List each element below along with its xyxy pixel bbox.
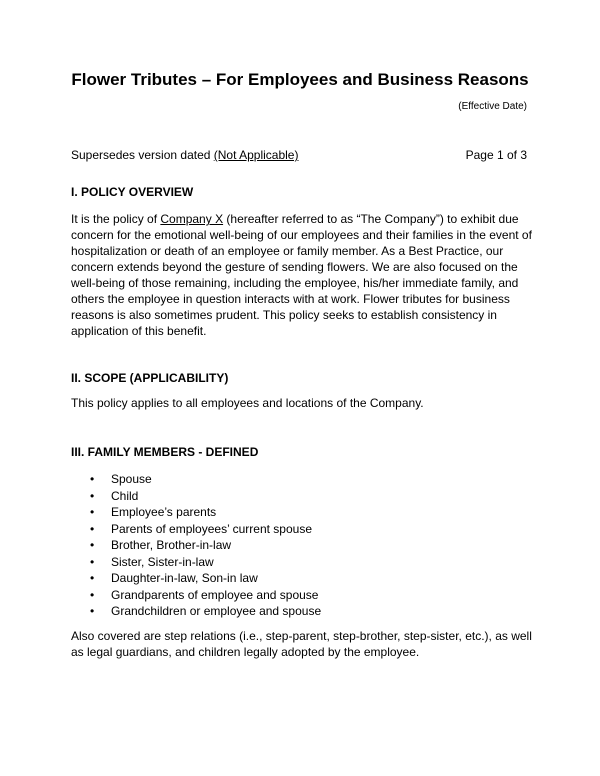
list-item xyxy=(90,521,321,538)
paragraph-line: reasons is also sometimes prudent. This policy seeks to establish consistency in xyxy=(71,308,497,322)
bullet-icon: • xyxy=(90,472,95,486)
effective-date: (Effective Date) xyxy=(458,101,527,112)
list-item xyxy=(90,587,321,604)
list-item xyxy=(90,570,321,587)
list-item-text: Sister, Sister-in-law xyxy=(111,554,214,569)
document-title: Flower Tributes – For Employees and Business Reasons xyxy=(71,70,529,89)
list-item-text: Grandparents of employee and spouse xyxy=(111,587,319,602)
scope-paragraph xyxy=(71,395,541,411)
bullet-icon: • xyxy=(90,505,95,519)
list-item xyxy=(90,537,321,554)
paragraph-line xyxy=(71,211,541,227)
policy-overview-paragraph xyxy=(71,211,541,339)
bullet-icon: • xyxy=(90,488,95,503)
paragraph-line: well-being of those remaining, including the employee, his/her immediate family, and xyxy=(71,276,519,290)
list-item xyxy=(90,471,321,488)
list-item-text: Child xyxy=(111,488,139,503)
list-item-text: Employee’s parents xyxy=(111,505,217,519)
list-item-text: Daughter-in-law, Son-in law xyxy=(111,571,258,585)
list-item-text: Parents of employees’ current spouse xyxy=(111,521,312,536)
line-text: It is the policy of xyxy=(71,212,161,226)
list-item-text: Grandchildren or employee and spouse xyxy=(111,604,322,618)
covered-relations-paragraph xyxy=(71,628,541,660)
list-item-text: Spouse xyxy=(111,472,152,486)
paragraph-line: concern for the emotional well-being of our employees and their families in the event of xyxy=(71,228,532,242)
bullet-icon: • xyxy=(90,587,95,602)
bullet-icon: • xyxy=(90,571,95,585)
page-number: Page 1 of 3 xyxy=(465,148,527,162)
company-name: Company X xyxy=(160,212,224,226)
paragraph-line: as legal guardians, and children legally adopted by the employee. xyxy=(71,645,420,659)
list-item xyxy=(90,554,321,571)
bullet-icon: • xyxy=(90,554,95,569)
list-item xyxy=(90,504,321,521)
paragraph-line: Also covered are step relations (i.e., step-parent, step-brother, step-sister, etc.), as well xyxy=(71,629,532,643)
list-item xyxy=(90,488,321,505)
bullet-icon: • xyxy=(90,604,95,618)
list-item xyxy=(90,603,321,620)
supersedes-line xyxy=(71,148,298,162)
paragraph-line: hospitalization or death of an employee or family member. As a Best Practice, our xyxy=(71,244,504,258)
paragraph-line: others the employee in question interacts with at work. Flower tributes for business xyxy=(71,292,510,306)
section-heading-family-members: III. FAMILY MEMBERS - DEFINED xyxy=(71,445,259,459)
list-item-text: Brother, Brother-in-law xyxy=(111,538,232,552)
section-heading-scope: II. SCOPE (APPLICABILITY) xyxy=(71,371,229,385)
line-text: (hereafter referred to as “The Company”) to exhibit due xyxy=(223,212,519,226)
family-members-list xyxy=(90,471,321,620)
bullet-icon: • xyxy=(90,538,95,552)
bullet-icon: • xyxy=(90,521,95,536)
paragraph-line: concern extends beyond the gesture of sending flowers. We are also focused on the xyxy=(71,260,518,274)
section-heading-policy-overview: I. POLICY OVERVIEW xyxy=(71,185,194,199)
supersedes-label: Supersedes version dated xyxy=(71,148,214,162)
paragraph-line: This policy applies to all employees and locations of the Company. xyxy=(71,396,424,410)
supersedes-value: (Not Applicable) xyxy=(213,148,299,162)
paragraph-line: application of this benefit. xyxy=(71,324,207,338)
